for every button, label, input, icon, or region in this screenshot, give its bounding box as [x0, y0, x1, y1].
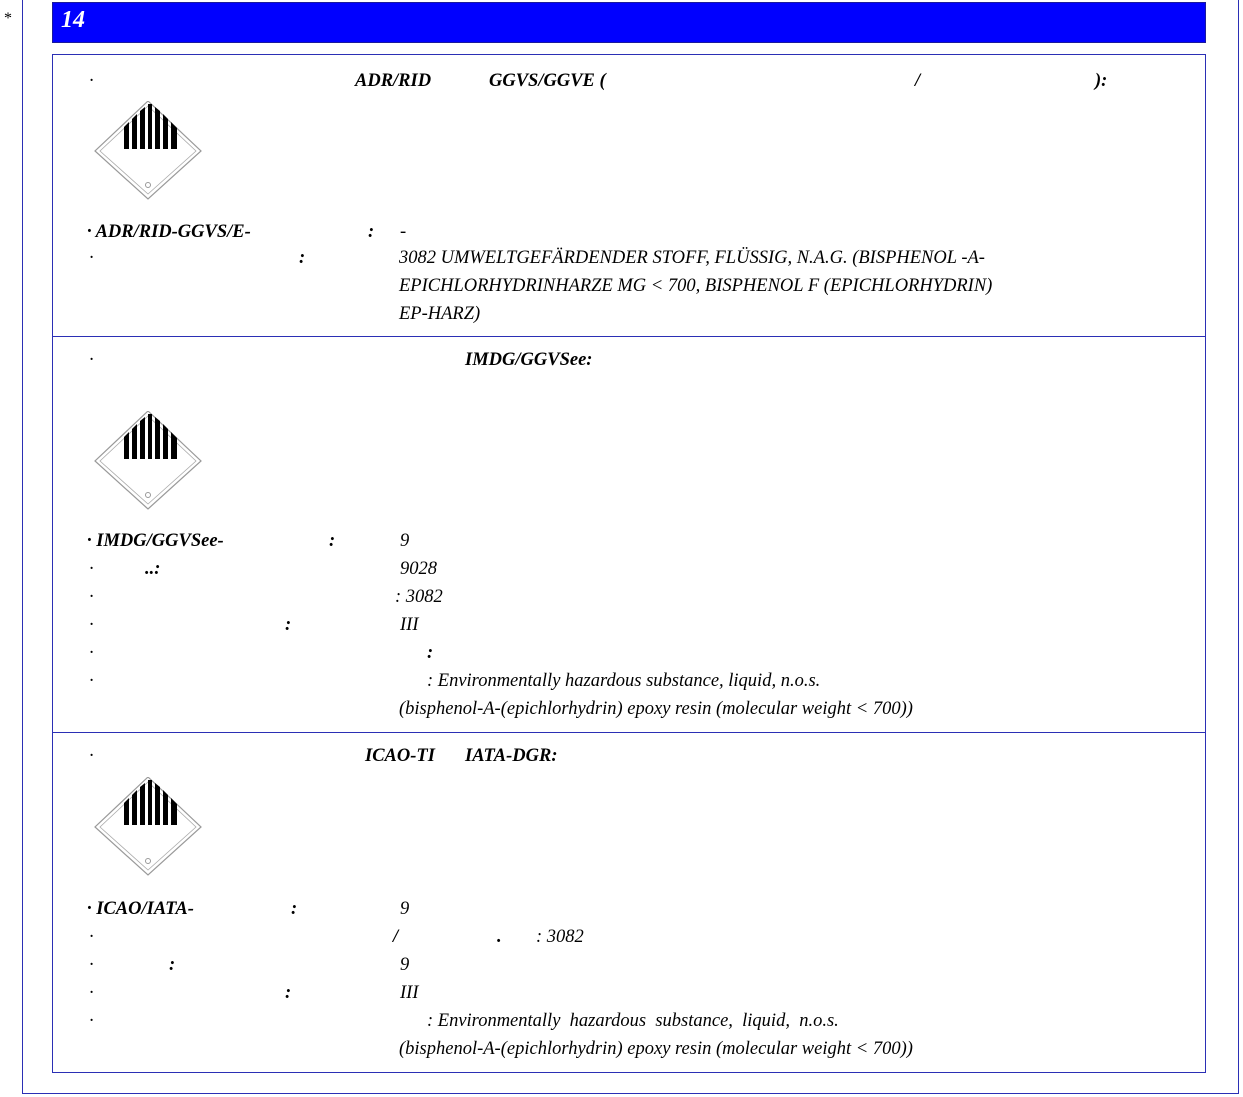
- section-header: [52, 2, 1206, 43]
- imdg-title: IMDG/GGVSee:: [465, 350, 593, 370]
- bullet: ·: [89, 350, 94, 370]
- class-9-placard-icon: [93, 101, 203, 201]
- bullet: ·: [89, 1011, 94, 1031]
- bullet: ·: [89, 746, 94, 766]
- adr-title-slash: /: [915, 71, 921, 91]
- imdg-r3-colon: :: [285, 615, 292, 635]
- adr-shipping-name-line1: 3082 UMWELTGEFÄRDENDER STOFF, FLÜSSIG, N.A.G. (BISPHENOL -A-: [399, 248, 985, 268]
- imdg-r4-colon: :: [427, 643, 434, 663]
- icao-r2-value: 9: [400, 955, 410, 975]
- icao-r1-dot-separator: .: [497, 927, 502, 947]
- icao-r3-colon: :: [285, 983, 292, 1003]
- icao-un-number: : 3082: [536, 927, 584, 947]
- adr-title-a: ADR/RID: [355, 71, 432, 91]
- imdg-r1-value: 9028: [400, 559, 437, 579]
- imdg-proper-shipping-name-line1: : Environmentally hazardous substance, liquid, n.o.s.: [427, 671, 821, 691]
- bullet: ·: [89, 71, 94, 91]
- adr-shipping-name-line3: EP-HARZ): [399, 304, 481, 324]
- icao-proper-shipping-name-line1: : Environmentally hazardous substance, liquid, n.o.s.: [427, 1011, 839, 1031]
- icao-class-colon: :: [291, 899, 298, 919]
- bullet: ·: [89, 248, 94, 268]
- icao-title-b: IATA-DGR:: [465, 746, 558, 766]
- adr-class-label: · ADR/RID-GGVS/E-: [87, 222, 251, 242]
- adr-name-colon: :: [299, 248, 306, 268]
- imdg-proper-shipping-name-line2: (bisphenol-A-(epichlorhydrin) epoxy resin (molecular weight < 700)): [399, 699, 913, 719]
- imdg-section: [52, 336, 1206, 733]
- bullet: ·: [89, 615, 94, 635]
- icao-r2-colon: :: [169, 955, 176, 975]
- bullet: ·: [89, 955, 94, 975]
- icao-title-a: ICAO-TI: [365, 746, 435, 766]
- icao-proper-shipping-name-line2: (bisphenol-A-(epichlorhydrin) epoxy resin (molecular weight < 700)): [399, 1039, 913, 1059]
- bullet: ·: [89, 559, 94, 579]
- icao-class-label: · ICAO/IATA-: [87, 899, 194, 919]
- imdg-class-colon: :: [329, 531, 336, 551]
- bullet: ·: [89, 927, 94, 947]
- class-9-placard-icon: [93, 411, 203, 511]
- adr-class-colon: :: [368, 222, 375, 242]
- icao-class-value: 9: [400, 899, 410, 919]
- bullet: ·: [89, 671, 94, 691]
- icao-packing-group: III: [400, 983, 419, 1003]
- class-9-placard-icon: [93, 777, 203, 877]
- bullet: ·: [89, 643, 94, 663]
- imdg-r1-label: ..:: [145, 559, 161, 579]
- imdg-class-label: · IMDG/GGVSee-: [87, 531, 224, 551]
- imdg-packing-group: III: [400, 615, 419, 635]
- revision-marker: *: [4, 10, 12, 27]
- icao-r1-slash: /: [393, 927, 399, 947]
- bullet: ·: [89, 983, 94, 1003]
- section-number: 14: [61, 7, 85, 33]
- adr-title-end: ):: [1095, 71, 1108, 91]
- imdg-class-value: 9: [400, 531, 410, 551]
- adr-section: [52, 54, 1206, 337]
- adr-class-value: -: [400, 222, 407, 242]
- icao-section: [52, 732, 1206, 1073]
- imdg-un-number: : 3082: [395, 587, 443, 607]
- bullet: ·: [89, 587, 94, 607]
- adr-shipping-name-line2: EPICHLORHYDRINHARZE MG < 700, BISPHENOL F (EPICHLORHYDRIN): [399, 276, 993, 296]
- adr-title-b: GGVS/GGVE (: [489, 71, 606, 91]
